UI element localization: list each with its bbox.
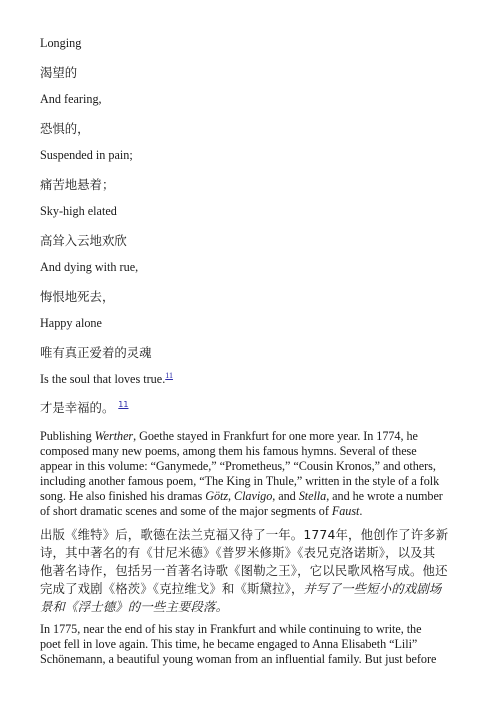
paragraph-line: including another famous poem, “The King in Thule,” written in the style of a folk: [40, 474, 440, 488]
paragraph-line: 他著名诗作，包括另一首著名诗歌《图勒之王》，它以民歌风格写成。他还: [40, 563, 448, 578]
paragraph-line: song. He also finished his dramas Götz, Clavigo, and Stella, and he wrote a number: [40, 489, 443, 503]
poem-line-zh: 渴望的: [40, 65, 78, 80]
poem-line-en: Longing: [40, 36, 82, 50]
poem-line-zh: 高耸入云地欢欣: [40, 233, 127, 248]
paragraph-line: 出版《维特》后，歌德在法兰克福又待了一年。1774年，他创作了许多新: [40, 527, 449, 542]
paragraph-line: Schönemann, a beautiful young woman from an influential family. But just before: [40, 652, 437, 666]
footnote-ref: [165, 371, 173, 380]
poem-line-en: Happy alone: [40, 316, 102, 330]
poem-line-text: 才是幸福的。: [40, 400, 115, 415]
poem-line-en: Sky-high elated: [40, 204, 117, 218]
poem-line-zh: 悔恨地死去，: [40, 289, 115, 304]
paragraph-line: poet fell in love again. This time, he became engaged to Anna Elisabeth “Lili”: [40, 637, 418, 651]
paragraph-line: 景和《浮士德》的一些主要段落。: [40, 599, 229, 614]
paragraph-line: appear in this volume: “Ganymede,” “Prometheus,” “Cousin Kronos,” and others,: [40, 459, 436, 473]
paragraph-zh: [40, 526, 462, 616]
footnote-link[interactable]: 11: [118, 400, 129, 409]
poem-line-zh: 唯有真正爱着的灵魂: [40, 345, 152, 360]
paragraph-line: composed many new poems, among them his famous hymns. Several of these: [40, 444, 417, 458]
paragraph-line: 完成了戏剧《格茨》《克拉维戈》和《斯黛拉》，并写了一些短小的戏剧场: [40, 581, 442, 596]
poem-line-en: And fearing,: [40, 92, 102, 106]
footnote-link[interactable]: 11: [165, 371, 173, 380]
poem-line-en: [40, 372, 173, 387]
poem-line-zh: 痛苦地悬着；: [40, 177, 115, 192]
paragraph-line: of short dramatic scenes and some of the major segments of Faust.: [40, 504, 363, 518]
paragraph-line: Publishing Werther, Goethe stayed in Frankfurt for one more year. In 1774, he: [40, 429, 418, 443]
paragraph-line: In 1775, near the end of his stay in Frankfurt and while continuing to write, the: [40, 622, 422, 636]
poem-line-en: And dying with rue,: [40, 260, 139, 274]
poem-line-en: Suspended in pain;: [40, 148, 133, 162]
footnote-ref: [118, 400, 128, 409]
paragraph-en: [40, 429, 462, 519]
poem-line-zh: [40, 399, 128, 416]
paragraph-en: [40, 622, 462, 667]
paragraph-line: 诗，其中著名的有《甘尼米德》《普罗米修斯》《表兄克洛诺斯》，以及其: [40, 545, 436, 560]
poem-line-zh: 恐惧的，: [40, 121, 90, 136]
poem-line-text: Is the soul that loves true.: [40, 372, 166, 386]
